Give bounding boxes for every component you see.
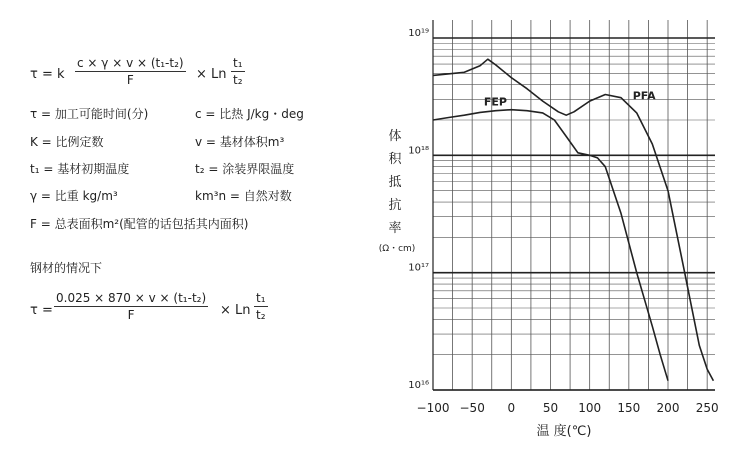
formula-lhs: τ = k	[30, 67, 65, 82]
definition-tau: τ = 加工可能时间(分)	[30, 107, 149, 121]
x-tick-label: 200	[656, 401, 680, 415]
x-tick-label: 50	[542, 401, 559, 415]
y-axis-label-char: 体	[388, 129, 402, 144]
y-axis-unit: (Ω・cm)	[378, 244, 416, 254]
y-tick-label: 10¹⁸	[408, 145, 429, 157]
series-label-pfa: PFA	[632, 89, 656, 103]
series-line-pfa	[433, 59, 713, 381]
y-axis-label-char: 积	[388, 152, 402, 167]
definition-c: c = 比热 J/kg・deg	[195, 107, 304, 121]
x-tick-label: 250	[695, 401, 719, 415]
definition-t1: t₁ = 基材初期温度	[30, 162, 130, 176]
x-axis-label: 温 度(℃)	[536, 424, 592, 439]
series-label-fep: FEP	[483, 95, 508, 109]
formula2-denominator: F	[127, 308, 135, 322]
formula-numerator: c × γ × v × (t₁-t₂)	[77, 56, 184, 70]
definition-t2: t₂ = 涂装界限温度	[195, 162, 295, 176]
x-tick-label: 150	[617, 401, 641, 415]
x-tick-label: −100	[416, 401, 450, 415]
definition-k: K = 比例定数	[30, 135, 104, 149]
formula2-ln: × Ln	[220, 303, 251, 318]
y-axis-label-char: 率	[388, 221, 402, 236]
series-layer	[433, 59, 713, 381]
formula-ln-denominator: t₂	[233, 73, 243, 87]
definition-gamma: γ = 比重 kg/m³	[30, 189, 118, 203]
formula2-numerator: 0.025 × 870 × v × (t₁-t₂)	[56, 291, 207, 305]
formula-ln: × Ln	[196, 67, 227, 82]
x-tick-label: 100	[578, 401, 602, 415]
formula-ln-numerator: t₁	[233, 56, 243, 70]
x-tick-label: −50	[459, 401, 485, 415]
definition-v: v = 基材体积m³	[195, 135, 285, 149]
y-tick-label: 10¹⁷	[408, 262, 429, 274]
formula2-ln-numerator: t₁	[256, 291, 266, 305]
axis-layer	[433, 20, 715, 390]
formula-denominator: F	[126, 73, 134, 87]
x-tick-label: 0	[507, 401, 516, 415]
definition-f: F = 总表面积m²(配管的话包括其内面积)	[30, 217, 249, 231]
y-axis-label-char: 抵	[388, 175, 402, 190]
definition-ln: km³n = 自然对数	[195, 189, 292, 203]
steel-heading: 钢材的情况下	[30, 261, 103, 275]
y-tick-label: 10¹⁹	[408, 28, 429, 39]
grid-layer	[433, 20, 715, 390]
formula2-lhs: τ =	[30, 303, 53, 318]
y-tick-label: 10¹⁶	[408, 380, 429, 391]
y-axis-label-char: 抗	[388, 198, 402, 213]
formula2-ln-denominator: t₂	[256, 308, 266, 322]
